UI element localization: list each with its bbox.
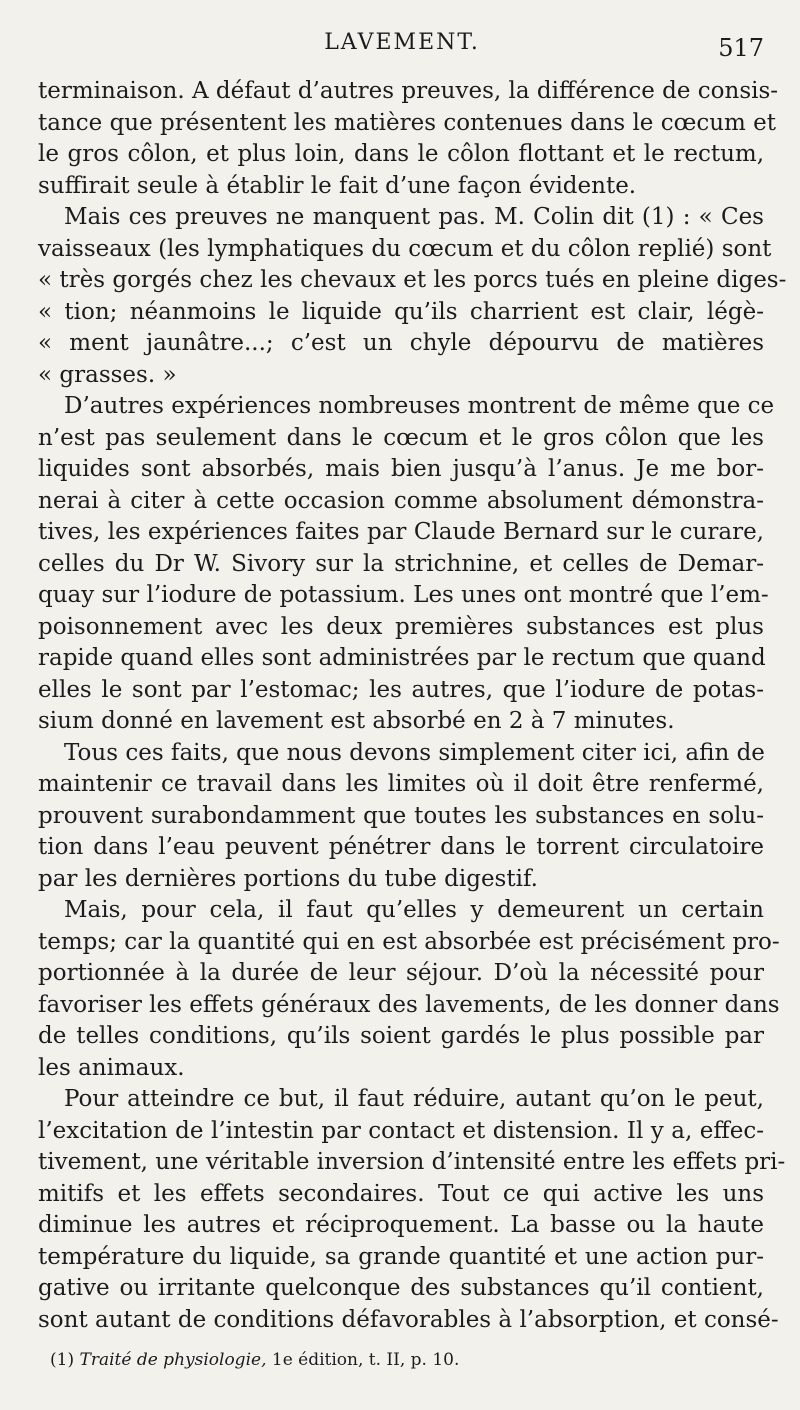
- text-line: « grasses. »: [38, 361, 177, 388]
- text-line: maintenir ce travail dans les limites où il doit être renfermé,: [38, 771, 764, 797]
- footnote-title: Traité de physiologie,: [79, 1350, 267, 1370]
- text-line: « très gorgés chez les chevaux et les porcs tués en pleine diges-: [38, 267, 787, 293]
- text-line: le gros côlon, et plus loin, dans le côlon flottant et le rectum,: [38, 141, 764, 167]
- text-line: Tous ces faits, que nous devons simplement citer ici, afin de: [64, 739, 765, 766]
- running-head: LAVEMENT.: [324, 30, 480, 55]
- text-line: terminaison. A défaut d’autres preuves, la différence de consis-: [38, 78, 779, 104]
- text-line: sium donné en lavement est absorbé en 2 à 7 minutes.: [38, 708, 675, 734]
- footnote: [50, 1350, 459, 1370]
- text-line: de telles conditions, qu’ils soient gardés le plus possible par: [38, 1023, 764, 1049]
- text-line: tion dans l’eau peuvent pénétrer dans le torrent circulatoire: [38, 834, 764, 860]
- text-line: par les dernières portions du tube digestif.: [38, 865, 538, 892]
- text-line: vaisseaux (les lymphatiques du cœcum et du côlon replié) sont: [38, 235, 772, 262]
- text-line: quay sur l’iodure de potassium. Les unes ont montré que l’em-: [38, 582, 769, 608]
- text-line: prouvent surabondamment que toutes les substances en solu-: [38, 802, 764, 829]
- text-line: suffirait seule à établir le fait d’une façon évidente.: [38, 172, 637, 199]
- text-line: « tion; néanmoins le liquide qu’ils charrient est clair, légè-: [38, 298, 764, 325]
- page-header: [40, 30, 764, 70]
- text-line: celles du Dr W. Sivory sur la strichnine, et celles de Demar-: [38, 550, 764, 577]
- text-line: mitifs et les effets secondaires. Tout ce qui active les uns: [38, 1180, 764, 1207]
- text-line: portionnée à la durée de leur séjour. D’où la nécessité pour: [38, 960, 764, 986]
- text-line: les animaux.: [38, 1054, 185, 1081]
- text-line: poisonnement avec les deux premières substances est plus: [38, 613, 764, 640]
- text-line: D’autres expériences nombreuses montrent de même que ce: [64, 393, 775, 419]
- text-line: elles le sont par l’estomac; les autres, que l’iodure de potas-: [38, 676, 764, 703]
- text-line: tives, les expériences faites par Claude Bernard sur le curare,: [38, 519, 764, 545]
- text-line: Mais, pour cela, il faut qu’elles y demeurent un certain: [64, 897, 764, 923]
- text-line: nerai à citer à cette occasion comme absolument démonstra-: [38, 487, 764, 514]
- text-line: l’excitation de l’intestin par contact et distension. Il y a, effec-: [38, 1117, 764, 1144]
- text-line: liquides sont absorbés, mais bien jusqu’à l’anus. Je me bor-: [38, 456, 764, 482]
- text-line: rapide quand elles sont administrées par le rectum que quand: [38, 645, 766, 671]
- footnote-reference: 1e édition, t. II, p. 10.: [271, 1350, 460, 1370]
- text-line: sont autant de conditions défavorables à l’absorption, et consé-: [38, 1306, 779, 1333]
- text-line: n’est pas seulement dans le cœcum et le gros côlon que les: [38, 424, 764, 451]
- text-line: tivement, une véritable inversion d’intensité entre les effets pri-: [38, 1149, 786, 1175]
- text-line: tance que présentent les matières contenues dans le cœcum et: [38, 109, 777, 136]
- text-line: Pour atteindre ce but, il faut réduire, autant qu’on le peut,: [64, 1086, 764, 1112]
- body-text: [38, 76, 787, 1336]
- page-number: 517: [718, 34, 764, 62]
- text-line: diminue les autres et réciproquement. La basse ou la haute: [38, 1212, 764, 1238]
- text-line: gative ou irritante quelconque des substances qu’il contient,: [38, 1275, 764, 1301]
- footnote-marker: (1): [50, 1350, 75, 1370]
- text-line: température du liquide, sa grande quantité et une action pur-: [38, 1243, 764, 1270]
- text-line: favoriser les effets généraux des lavements, de les donner dans: [38, 991, 780, 1018]
- text-line: Mais ces preuves ne manquent pas. M. Colin dit (1) : « Ces: [64, 204, 764, 230]
- text-line: « ment jaunâtre...; c’est un chyle dépourvu de matières: [38, 330, 764, 356]
- text-line: temps; car la quantité qui en est absorbée est précisément pro-: [38, 928, 780, 955]
